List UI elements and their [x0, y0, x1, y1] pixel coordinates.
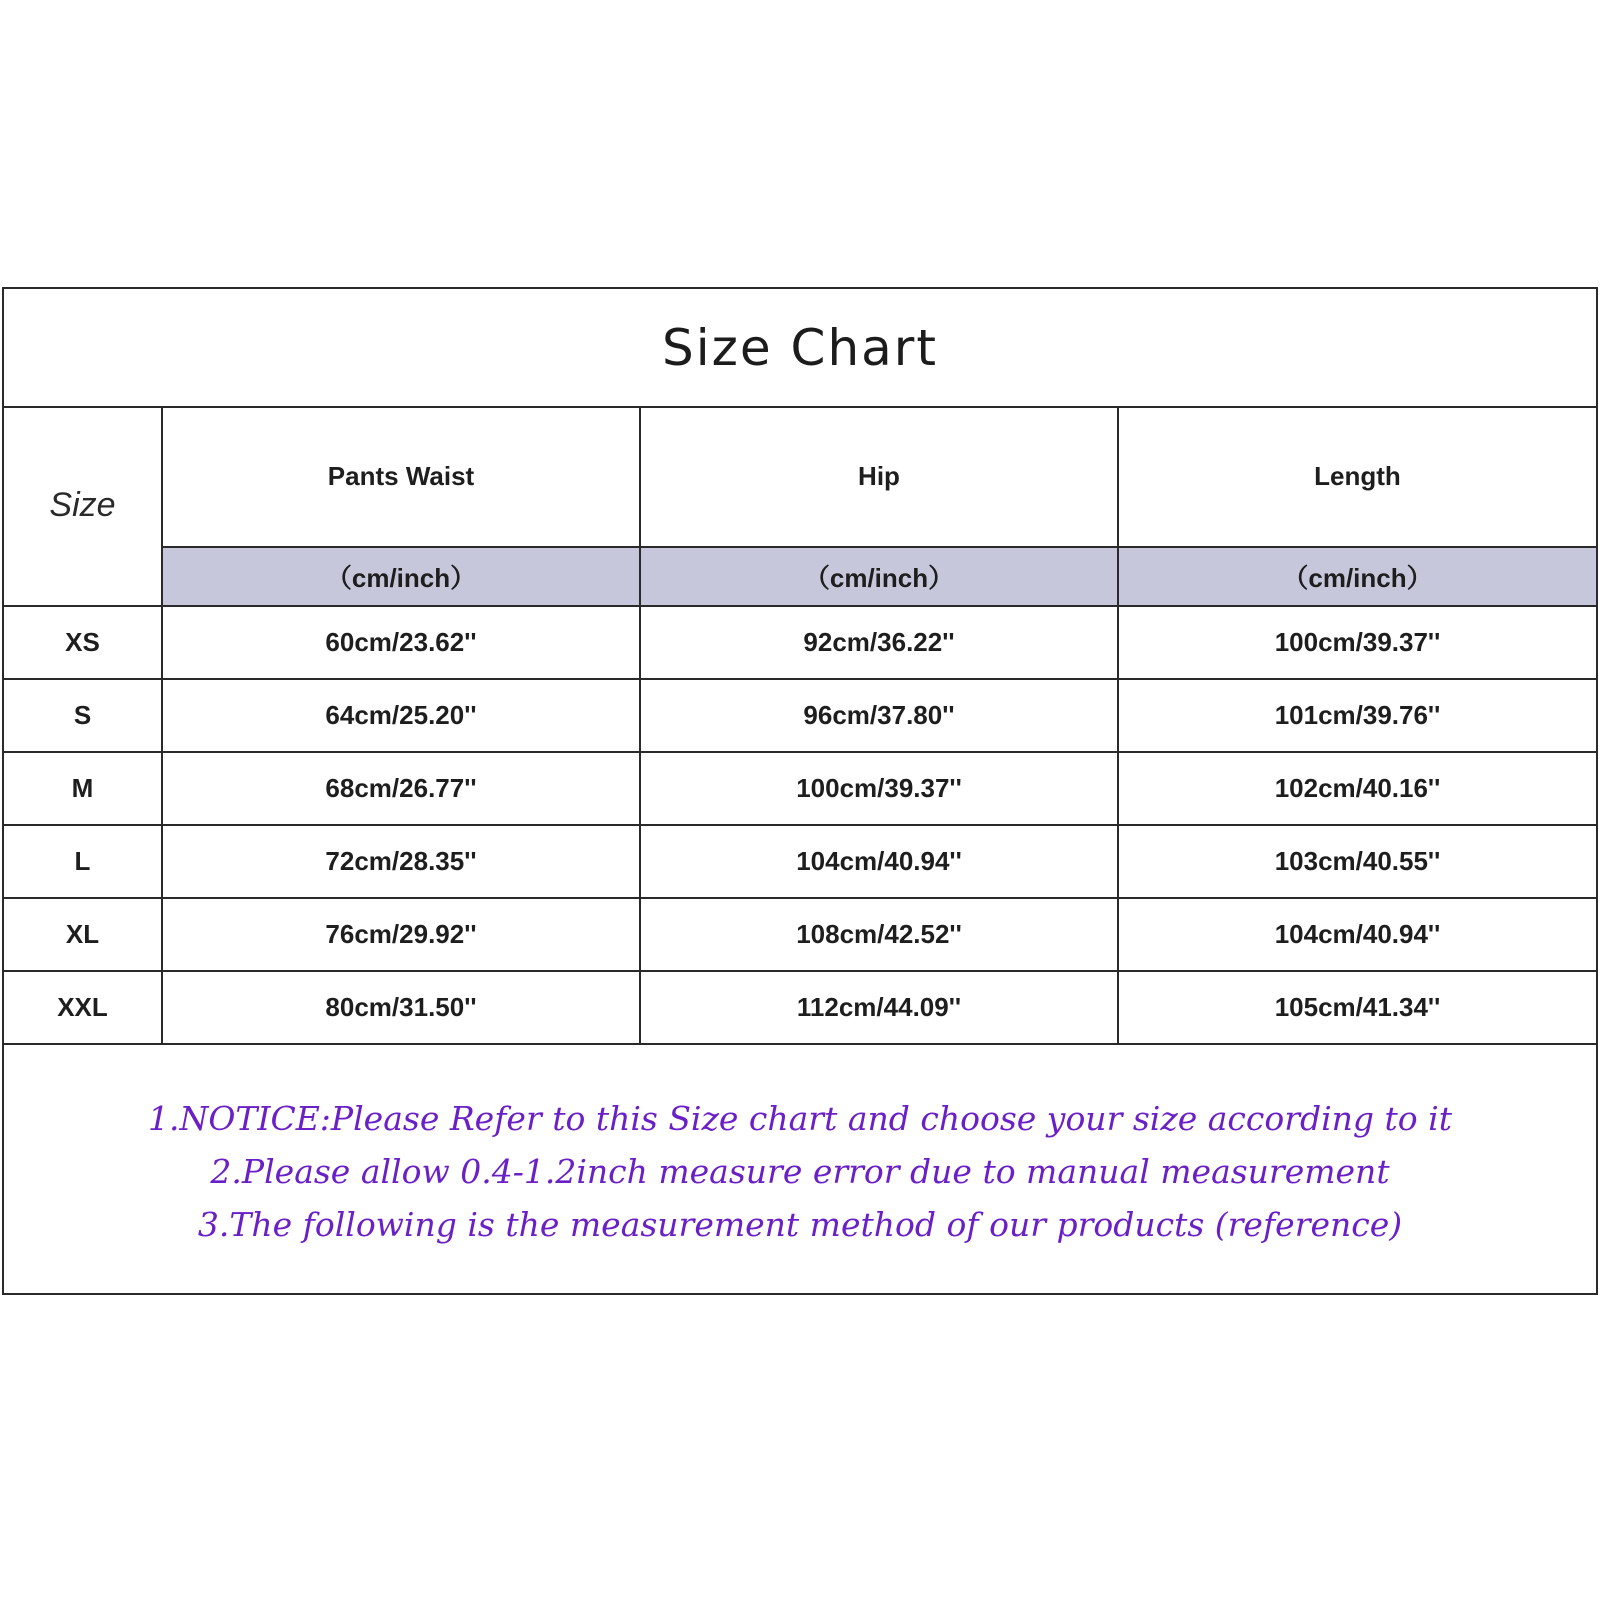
pants-waist-cell: 68cm/26.77'' [162, 752, 640, 825]
table-row [4, 971, 1596, 1044]
note-measurement-method: 3.The following is the measurement method of our products (reference) [197, 1204, 1403, 1244]
column-header-pants-waist: Pants Waist [162, 406, 640, 547]
pants-waist-cell: 64cm/25.20'' [162, 679, 640, 752]
length-cell: 100cm/39.37'' [1118, 606, 1596, 679]
size-column-header: Size [4, 406, 162, 606]
length-cell: 104cm/40.94'' [1118, 898, 1596, 971]
hip-cell: 108cm/42.52'' [640, 898, 1118, 971]
unit-label-length: （cm/inch） [1118, 547, 1596, 606]
length-cell: 105cm/41.34'' [1118, 971, 1596, 1044]
column-header-length: Length [1118, 406, 1596, 547]
column-header-hip: Hip [640, 406, 1118, 547]
note-notice: 1.NOTICE:Please Refer to this Size chart and choose your size according to it [148, 1098, 1452, 1138]
table-row [4, 898, 1596, 971]
size-cell: S [4, 679, 162, 752]
unit-row [4, 547, 1596, 606]
pants-waist-cell: 60cm/23.62'' [162, 606, 640, 679]
table-row [4, 825, 1596, 898]
pants-waist-cell: 80cm/31.50'' [162, 971, 640, 1044]
size-cell: M [4, 752, 162, 825]
size-chart-sheet [2, 287, 1598, 1295]
note-measure-error: 2.Please allow 0.4-1.2inch measure error due to manual measurement [210, 1151, 1390, 1191]
unit-label-pants-waist: （cm/inch） [162, 547, 640, 606]
hip-cell: 96cm/37.80'' [640, 679, 1118, 752]
title-band [4, 289, 1596, 408]
length-cell: 102cm/40.16'' [1118, 752, 1596, 825]
header-row [4, 406, 1596, 547]
hip-cell: 92cm/36.22'' [640, 606, 1118, 679]
table-row [4, 752, 1596, 825]
table-row [4, 606, 1596, 679]
size-cell: L [4, 825, 162, 898]
notes-section [4, 1049, 1596, 1293]
hip-cell: 100cm/39.37'' [640, 752, 1118, 825]
page-title: Size Chart [662, 318, 938, 377]
size-table [4, 406, 1596, 1045]
pants-waist-cell: 72cm/28.35'' [162, 825, 640, 898]
unit-label-hip: （cm/inch） [640, 547, 1118, 606]
length-cell: 103cm/40.55'' [1118, 825, 1596, 898]
table-row [4, 679, 1596, 752]
hip-cell: 104cm/40.94'' [640, 825, 1118, 898]
length-cell: 101cm/39.76'' [1118, 679, 1596, 752]
size-cell: XL [4, 898, 162, 971]
hip-cell: 112cm/44.09'' [640, 971, 1118, 1044]
size-cell: XS [4, 606, 162, 679]
size-cell: XXL [4, 971, 162, 1044]
pants-waist-cell: 76cm/29.92'' [162, 898, 640, 971]
